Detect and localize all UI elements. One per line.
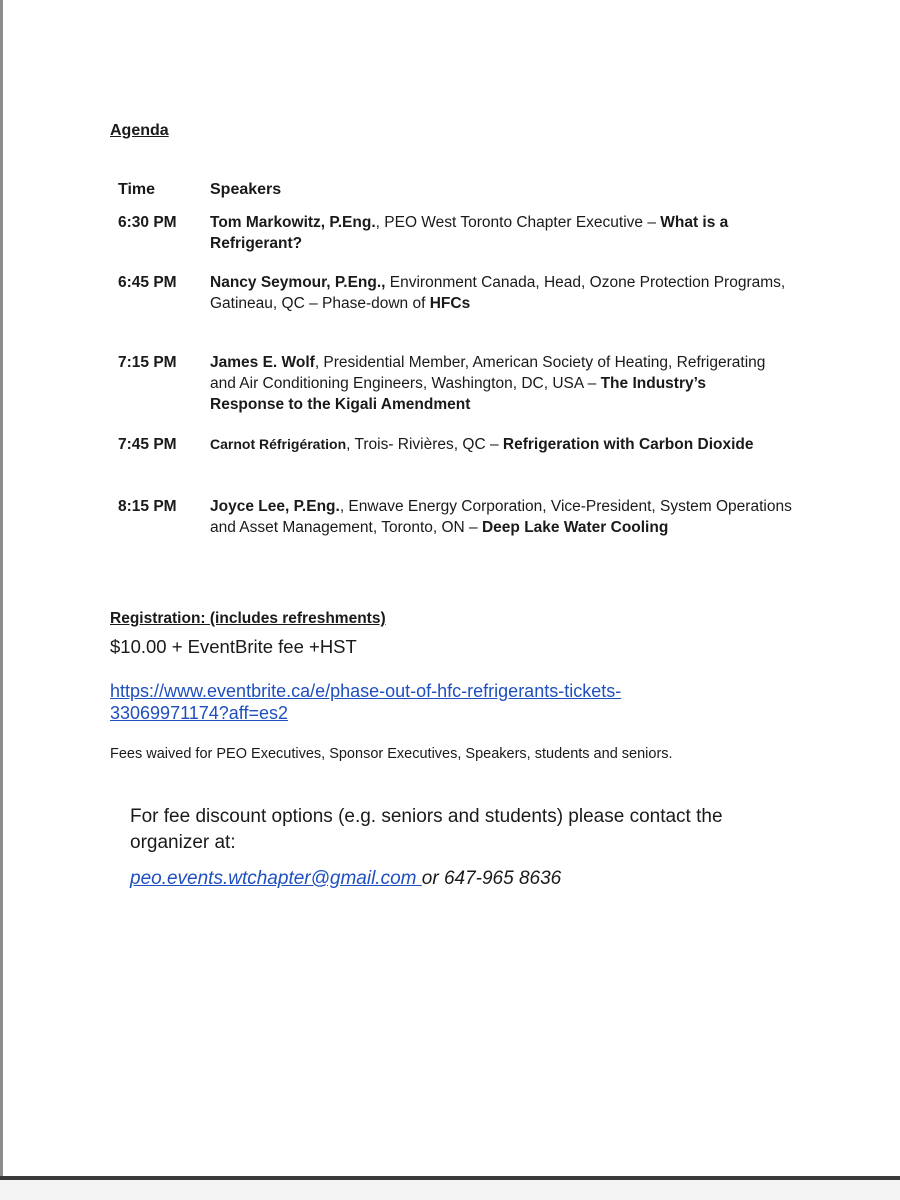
registration-heading: Registration: (includes refreshments)	[110, 610, 386, 627]
agenda-speaker-3	[210, 352, 780, 415]
agenda-heading: Agenda	[110, 122, 169, 139]
page-shadow	[0, 1180, 900, 1200]
speaker-details: Environment Canada, Head, Ozone Protection Programs, Gatineau, QC – Phase-down of	[210, 274, 786, 312]
speaker-name: Carnot Réfrigération	[210, 436, 347, 452]
agenda-speaker-1	[210, 212, 780, 254]
talk-topic: HFCs	[429, 295, 471, 312]
agenda-time-2: 6:45 PM	[118, 274, 177, 291]
speaker-name: James E. Wolf	[210, 354, 315, 371]
eventbrite-link[interactable]: https://www.eventbrite.ca/e/phase-out-of-hfc-refrigerants-tickets-33069971174?aff=es2	[110, 681, 622, 723]
page-edge-bottom	[0, 1176, 900, 1180]
page-edge-left	[0, 0, 3, 1200]
agenda-time-3: 7:15 PM	[118, 354, 177, 371]
agenda-time-1: 6:30 PM	[118, 214, 177, 231]
registration-price: $10.00 + EventBrite fee +HST	[110, 636, 357, 657]
talk-topic: Deep Lake Water Cooling	[481, 519, 669, 536]
speaker-name: Nancy Seymour, P.Eng.,	[210, 274, 386, 291]
speaker-details: , Presidential Member, American Society of Heating, Refrigerating and Air Conditioning Engineers, Washington, DC, USA –	[210, 354, 766, 392]
talk-topic: What is a Refrigerant?	[210, 214, 729, 252]
time-column-header: Time	[118, 181, 156, 198]
agenda-time-4: 7:45 PM	[118, 436, 177, 453]
organizer-phone: or 647-965 8636	[421, 868, 562, 889]
speakers-column-header: Speakers	[210, 181, 282, 198]
talk-topic: The Industry’s Response to the Kigali Amendment	[210, 375, 706, 413]
fees-waived-note: Fees waived for PEO Executives, Sponsor Executives, Speakers, students and seniors.	[110, 746, 673, 762]
speaker-name: Tom Markowitz, P.Eng.	[210, 214, 376, 231]
discount-info: For fee discount options (e.g. seniors and students) please contact the organizer at:	[130, 806, 723, 853]
agenda-speaker-4	[210, 434, 780, 455]
agenda-time-5: 8:15 PM	[118, 498, 177, 515]
speaker-name: Joyce Lee, P.Eng.	[210, 498, 340, 515]
speaker-details: , PEO West Toronto Chapter Executive –	[375, 214, 661, 231]
speaker-details: , Enwave Energy Corporation, Vice-President, System Operations and Asset Management, Toronto, ON –	[210, 498, 792, 536]
organizer-email-link[interactable]: peo.events.wtchapter@gmail.com	[130, 868, 422, 889]
agenda-speaker-2	[210, 272, 795, 314]
contact-line	[130, 868, 561, 890]
agenda-speaker-5	[210, 496, 795, 538]
speaker-details: , Trois- Rivières, QC –	[346, 436, 503, 453]
talk-topic: Refrigeration with Carbon Dioxide	[502, 436, 754, 453]
